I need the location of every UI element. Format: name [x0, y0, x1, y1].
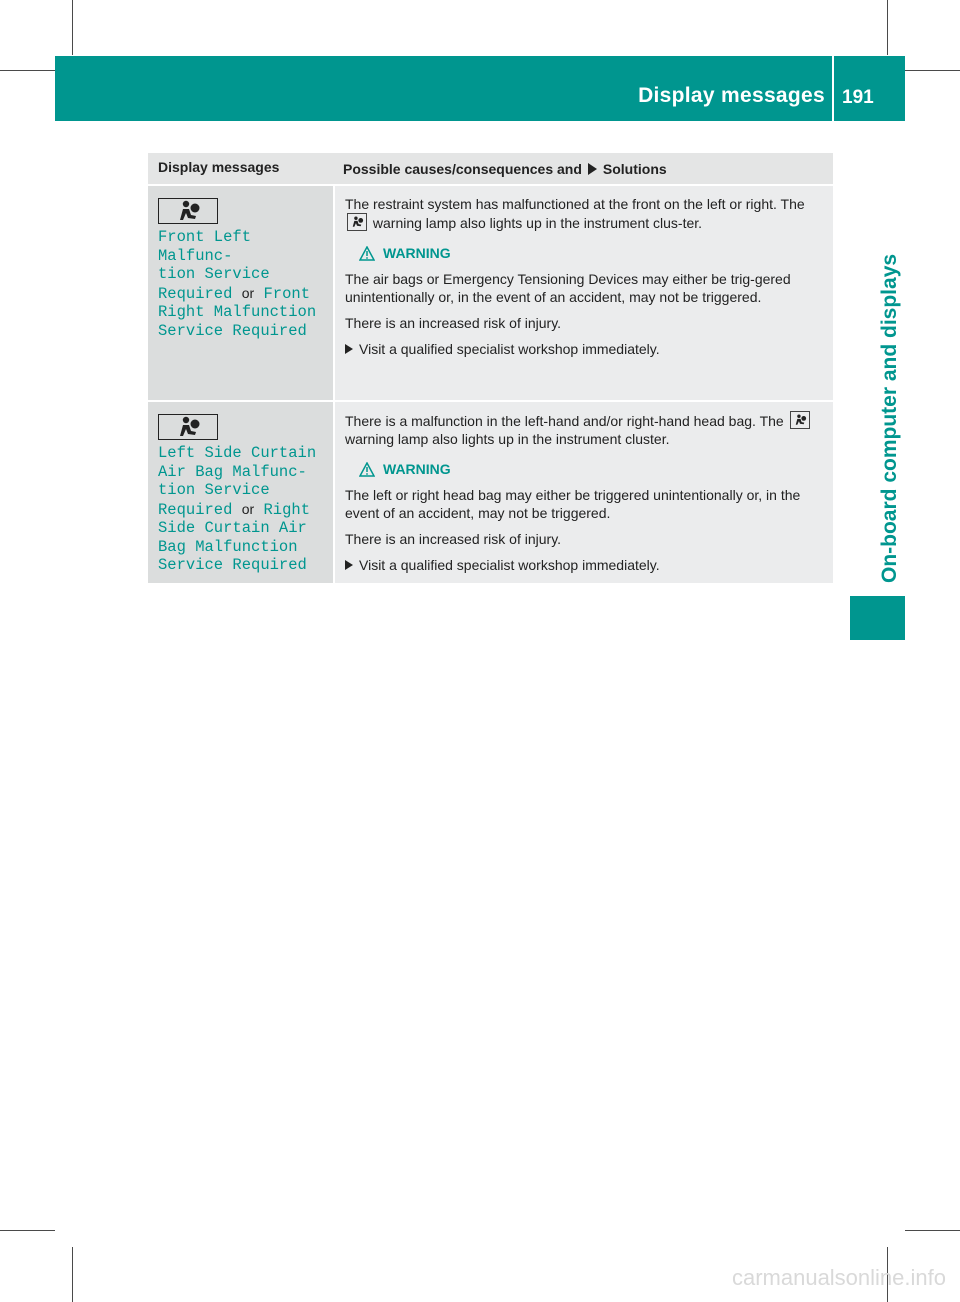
- message-part: Front Left Malfunc- tion Service Required: [158, 228, 270, 303]
- or-text: or: [241, 284, 255, 301]
- description-text: [345, 411, 823, 448]
- crop-mark: [0, 70, 55, 71]
- solution-cell: [335, 186, 833, 400]
- message-cell: [148, 402, 333, 583]
- description-line: The restraint system has malfunctioned at the front on the left or right. The: [345, 196, 805, 212]
- warning-text: The left or right head bag may either be triggered unintentionally or, in the event of an accident, may not be triggered.: [345, 487, 801, 521]
- warning-text: The air bags or Emergency Tensioning Devices may either be trig-gered unintentionally or, in the event of an accident, may not be triggered.: [345, 271, 791, 305]
- message-part: Left Side Curtain Air Bag Malfunc- tion Service Required: [158, 444, 317, 519]
- risk-text: There is an increased risk of injury.: [345, 315, 562, 331]
- message-cell: [148, 186, 333, 400]
- watermark-text: carmanualsonline.info: [731, 1265, 946, 1290]
- airbag-warning-icon: [158, 414, 218, 440]
- step-text: Visit a qualified specialist workshop immediately.: [359, 341, 660, 357]
- warning-heading: [359, 460, 823, 478]
- warning-label: WARNING: [383, 461, 451, 477]
- or-text: or: [241, 500, 255, 517]
- description-line: There is a malfunction in the left-hand and/or right-hand head bag. The: [345, 413, 784, 429]
- crop-mark: [905, 1230, 960, 1231]
- table-header: [148, 153, 833, 184]
- action-step: [345, 556, 823, 574]
- action-arrow-icon: [345, 560, 353, 570]
- crop-mark: [72, 0, 73, 55]
- header-causes-text: Possible causes/consequences and: [343, 160, 582, 177]
- display-message-text: [158, 228, 323, 340]
- header-causes-solutions: [333, 161, 833, 177]
- description-line: warning lamp also lights up in the instrument cluster.: [345, 431, 670, 447]
- message-part: Right Side Curtain Air Bag Malfunction Service Required: [158, 500, 311, 574]
- step-text: Visit a qualified specialist workshop immediately.: [359, 557, 660, 573]
- page-title: Display messages: [638, 84, 825, 107]
- crop-mark: [72, 1247, 73, 1302]
- solution-cell: [335, 402, 833, 583]
- display-message-text: [158, 444, 323, 575]
- crop-mark: [905, 70, 960, 71]
- table-row: [148, 184, 833, 400]
- header-divider: [832, 56, 834, 121]
- action-arrow-icon: [345, 344, 353, 354]
- airbag-warning-icon: [347, 213, 367, 231]
- message-part: Front Right Malfunction Service Required: [158, 284, 317, 340]
- table-row: [148, 400, 833, 583]
- airbag-warning-icon: [158, 198, 218, 224]
- page-number: 191: [842, 87, 874, 108]
- warning-heading: [359, 244, 823, 262]
- section-tab-marker: [850, 596, 905, 640]
- description-line: warning lamp also lights up in the instrument clus-ter.: [372, 215, 703, 231]
- action-step: [345, 340, 823, 358]
- display-messages-table: [148, 153, 833, 583]
- warning-triangle-icon: [359, 246, 375, 261]
- crop-mark: [887, 0, 888, 55]
- header-display-messages: Display messages: [158, 158, 280, 175]
- section-tab-label: On-board computer and displays: [878, 253, 901, 583]
- airbag-warning-icon: [790, 411, 810, 429]
- crop-mark: [0, 1230, 55, 1231]
- risk-text: There is an increased risk of injury.: [345, 531, 562, 547]
- warning-label: WARNING: [383, 245, 451, 261]
- warning-triangle-icon: [359, 462, 375, 477]
- description-text: [345, 195, 823, 232]
- action-arrow-icon: [588, 163, 597, 175]
- header-solutions-text: Solutions: [602, 160, 667, 177]
